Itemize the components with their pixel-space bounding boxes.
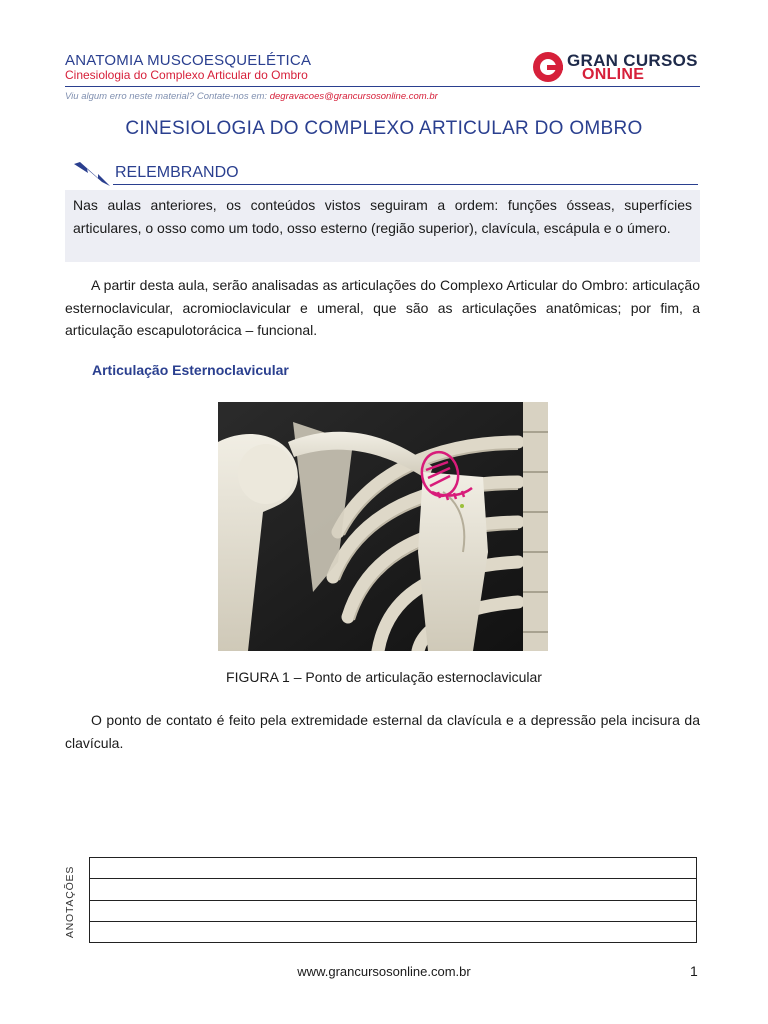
sternoclavicular-joint-figure: [218, 402, 548, 651]
contact-email-link[interactable]: degravacoes@grancursosonline.com.br: [269, 91, 438, 102]
annotation-line: [90, 921, 696, 922]
course-title: ANATOMIA MUSCOESQUELÉTICA: [65, 52, 312, 69]
gran-cursos-logo: [533, 50, 703, 84]
contact-paragraph: [65, 709, 700, 754]
footer-url[interactable]: www.grancursosonline.com.br: [297, 964, 471, 979]
figure-caption: FIGURA 1 – Ponto de articulação esternoclavicular: [226, 669, 542, 685]
contact-paragraph-text: O ponto de contato é feito pela extremidade esternal da clavícula e a depressão pela incisura da clavícula.: [65, 712, 700, 751]
relembrando-text: Nas aulas anteriores, os conteúdos vistos seguiram a ordem: funções ósseas, superfícies articulares, o osso como um todo, osso esterno (região superior), clavícula, escápula e o úmero.: [73, 197, 692, 236]
contact-notice: [65, 91, 438, 102]
intro-paragraph: [65, 274, 700, 342]
logo-g-icon: [533, 52, 563, 82]
lightning-icon: [72, 160, 112, 188]
annotations-label: [48, 865, 92, 939]
course-subtitle: Cinesiologia do Complexo Articular do Ombro: [65, 68, 308, 82]
header-divider: [65, 86, 700, 87]
logo-text-line2: ONLINE: [582, 66, 645, 83]
annotations-label-text: ANOTAÇÕES: [64, 865, 76, 939]
annotation-line: [90, 900, 696, 901]
annotations-box[interactable]: [89, 857, 697, 943]
relembrando-box: [65, 190, 700, 262]
page-number: 1: [690, 963, 698, 979]
page-title: CINESIOLOGIA DO COMPLEXO ARTICULAR DO OMBRO: [125, 118, 643, 139]
annotation-line: [90, 878, 696, 879]
intro-paragraph-text: A partir desta aula, serão analisadas as articulações do Complexo Articular do Ombro: articulação esternoclavicular, acromioclavicular e umeral, que são as articulações anatômicas; por fim, a articulação escapulotorácica – funcional.: [65, 277, 700, 338]
contact-prefix: Viu algum erro neste material? Contate-nos em:: [65, 91, 270, 102]
relembrando-divider: [113, 184, 698, 185]
logo-text-line1: GRAN CURSOS: [567, 51, 698, 70]
section-title: Articulação Esternoclavicular: [92, 362, 289, 378]
relembrando-title: RELEMBRANDO: [115, 164, 239, 181]
